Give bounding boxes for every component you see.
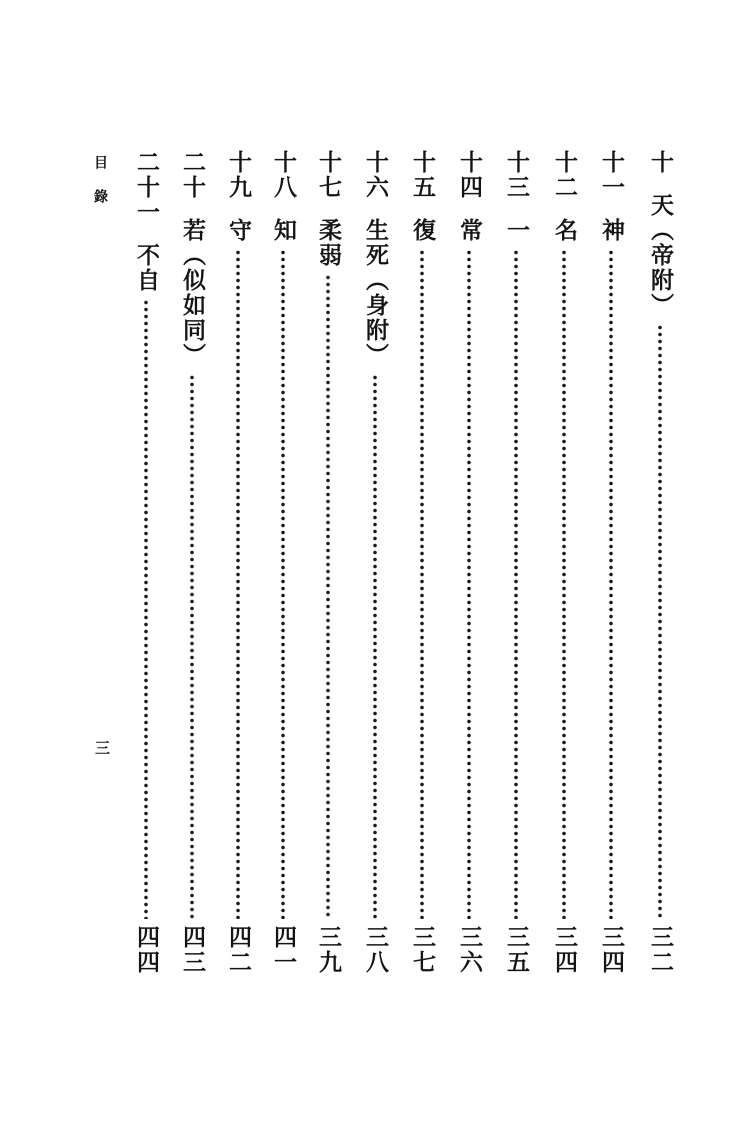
entry-title: 生死（身附） xyxy=(362,218,389,368)
entry-number: 十一 xyxy=(598,150,625,200)
toc-entry-17 xyxy=(311,150,345,975)
entry-page-number: 四四 xyxy=(133,925,160,975)
dot-leader xyxy=(452,249,486,919)
entry-page-number: 三四 xyxy=(551,925,578,975)
entry-number: 十二 xyxy=(551,150,578,200)
dot-leader xyxy=(405,249,439,919)
entry-page-number: 三五 xyxy=(503,925,530,975)
entry-title: 天（帝附） xyxy=(647,193,674,318)
running-header-title: 目錄 xyxy=(92,155,108,223)
entry-page-number: 三七 xyxy=(409,925,436,975)
entry-title: 常 xyxy=(456,218,483,243)
entry-title: 神 xyxy=(598,218,625,243)
toc-entry-18 xyxy=(266,150,300,975)
entry-page-number: 三二 xyxy=(647,925,674,975)
entry-number: 十九 xyxy=(225,150,252,200)
entry-page-number: 三九 xyxy=(315,925,342,975)
dot-leader xyxy=(358,374,392,919)
dot-leader xyxy=(221,249,255,919)
toc-entry-20 xyxy=(175,150,209,975)
entry-number: 十四 xyxy=(456,150,483,200)
toc-entry-11 xyxy=(594,150,628,975)
toc-entry-10 xyxy=(643,150,677,975)
entry-number: 十七 xyxy=(315,150,342,200)
entry-number: 十 xyxy=(647,150,674,175)
entry-page-number: 四一 xyxy=(270,925,297,975)
toc-entry-16 xyxy=(358,150,392,975)
entry-number: 十六 xyxy=(362,150,389,200)
entry-title: 一 xyxy=(503,218,530,243)
entry-page-number: 四三 xyxy=(179,925,206,975)
entry-number: 十八 xyxy=(270,150,297,200)
entry-number: 十三 xyxy=(503,150,530,200)
entry-title: 不自 xyxy=(133,243,160,293)
entry-title: 名 xyxy=(551,218,578,243)
dot-leader xyxy=(594,249,628,919)
page-folio-number: 三 xyxy=(93,740,111,755)
dot-leader xyxy=(129,299,163,919)
entry-title: 知 xyxy=(270,218,297,243)
entry-number: 十五 xyxy=(409,150,436,200)
toc-entry-19 xyxy=(221,150,255,975)
toc-entry-15 xyxy=(405,150,439,975)
entry-title: 若（似如同） xyxy=(179,218,206,368)
toc-entry-13 xyxy=(499,150,533,975)
dot-leader xyxy=(266,249,300,919)
entry-number: 二十一 xyxy=(133,150,160,225)
entry-page-number: 四二 xyxy=(225,925,252,975)
entry-title: 柔弱 xyxy=(315,218,342,268)
entry-page-number: 三八 xyxy=(362,925,389,975)
entry-number: 二十 xyxy=(179,150,206,200)
toc-entry-21 xyxy=(129,150,163,975)
dot-leader xyxy=(175,374,209,919)
dot-leader xyxy=(311,274,345,919)
entry-page-number: 三六 xyxy=(456,925,483,975)
dot-leader xyxy=(547,249,581,919)
entry-title: 復 xyxy=(409,218,436,243)
entry-page-number: 三四 xyxy=(598,925,625,975)
entry-title: 守 xyxy=(225,218,252,243)
dot-leader xyxy=(499,249,533,919)
toc-entry-14 xyxy=(452,150,486,975)
dot-leader xyxy=(643,324,677,919)
toc-entry-12 xyxy=(547,150,581,975)
